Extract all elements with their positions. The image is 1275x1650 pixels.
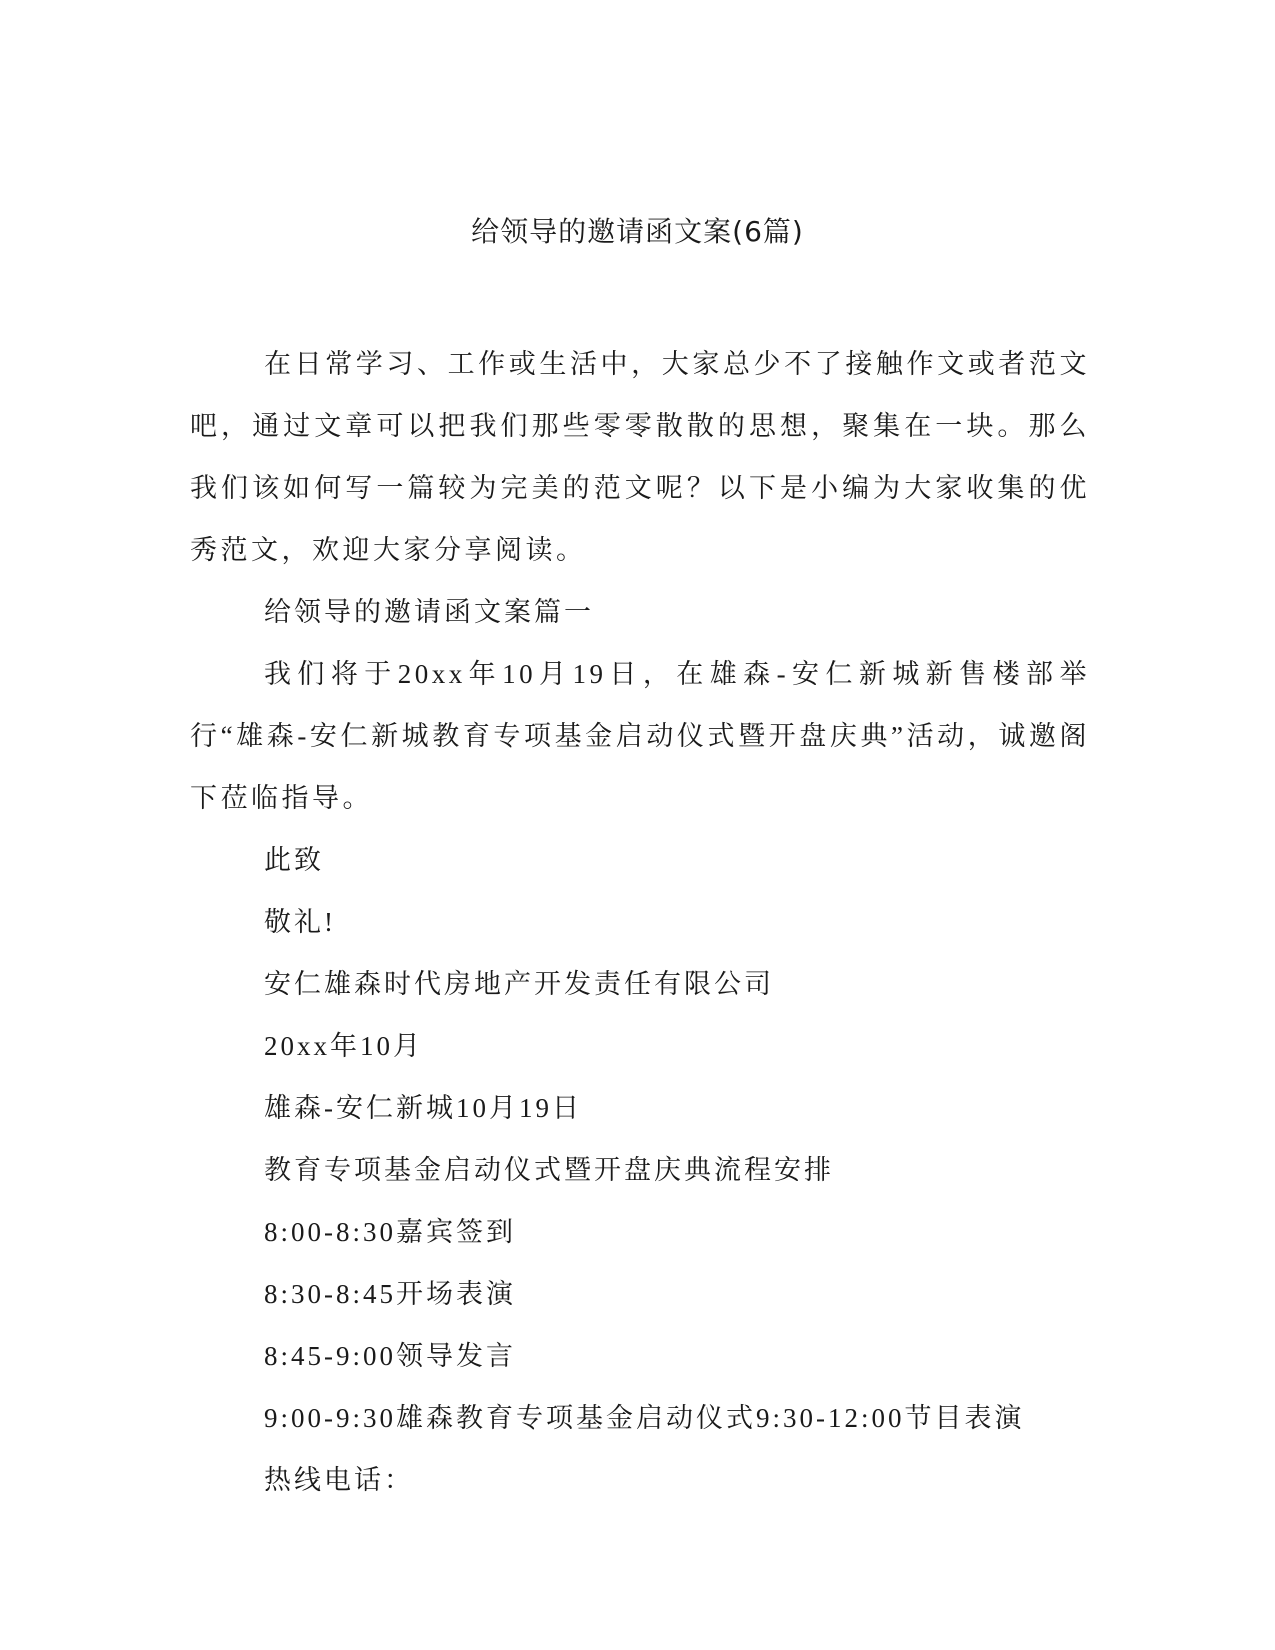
schedule-item: 9:00-9:30雄森教育专项基金启动仪式9:30-12:00节目表演 xyxy=(264,1403,1025,1433)
schedule-item: 8:30-8:45开场表演 xyxy=(264,1279,516,1309)
section-heading: 给领导的邀请函文案篇一 xyxy=(264,597,594,627)
letter-date: 20xx年10月 xyxy=(264,1031,423,1061)
intro-paragraph: 在日常学习、工作或生活中，大家总少不了接触作文或者范文吧，通过文章可以把我们那些零零散散的思想，聚集在一块。那么我们该如何写一篇较为完美的范文呢？以下是小编为大家收集的优秀范文，欢迎大家分享阅读。 xyxy=(190,349,1090,565)
schedule-item: 8:00-8:30嘉宾签到 xyxy=(264,1217,516,1247)
invitation-paragraph: 我们将于20xx年10月19日，在雄森-安仁新城新售楼部举行“雄森-安仁新城教育专项基金启动仪式暨开盘庆典”活动，诚邀阁下莅临指导。 xyxy=(190,659,1090,813)
schedule-title: 教育专项基金启动仪式暨开盘庆典流程安排 xyxy=(264,1155,834,1185)
event-line: 雄森-安仁新城10月19日 xyxy=(264,1093,582,1123)
closing-line-2: 敬礼! xyxy=(264,907,336,937)
hotline-label: 热线电话： xyxy=(264,1465,414,1495)
schedule-item: 8:45-9:00领导发言 xyxy=(264,1341,516,1371)
company-name: 安仁雄森时代房地产开发责任有限公司 xyxy=(264,969,774,999)
document-title: 给领导的邀请函文案(6篇) xyxy=(471,215,804,248)
document-body xyxy=(190,333,1090,1511)
closing-line-1: 此致 xyxy=(264,845,324,875)
